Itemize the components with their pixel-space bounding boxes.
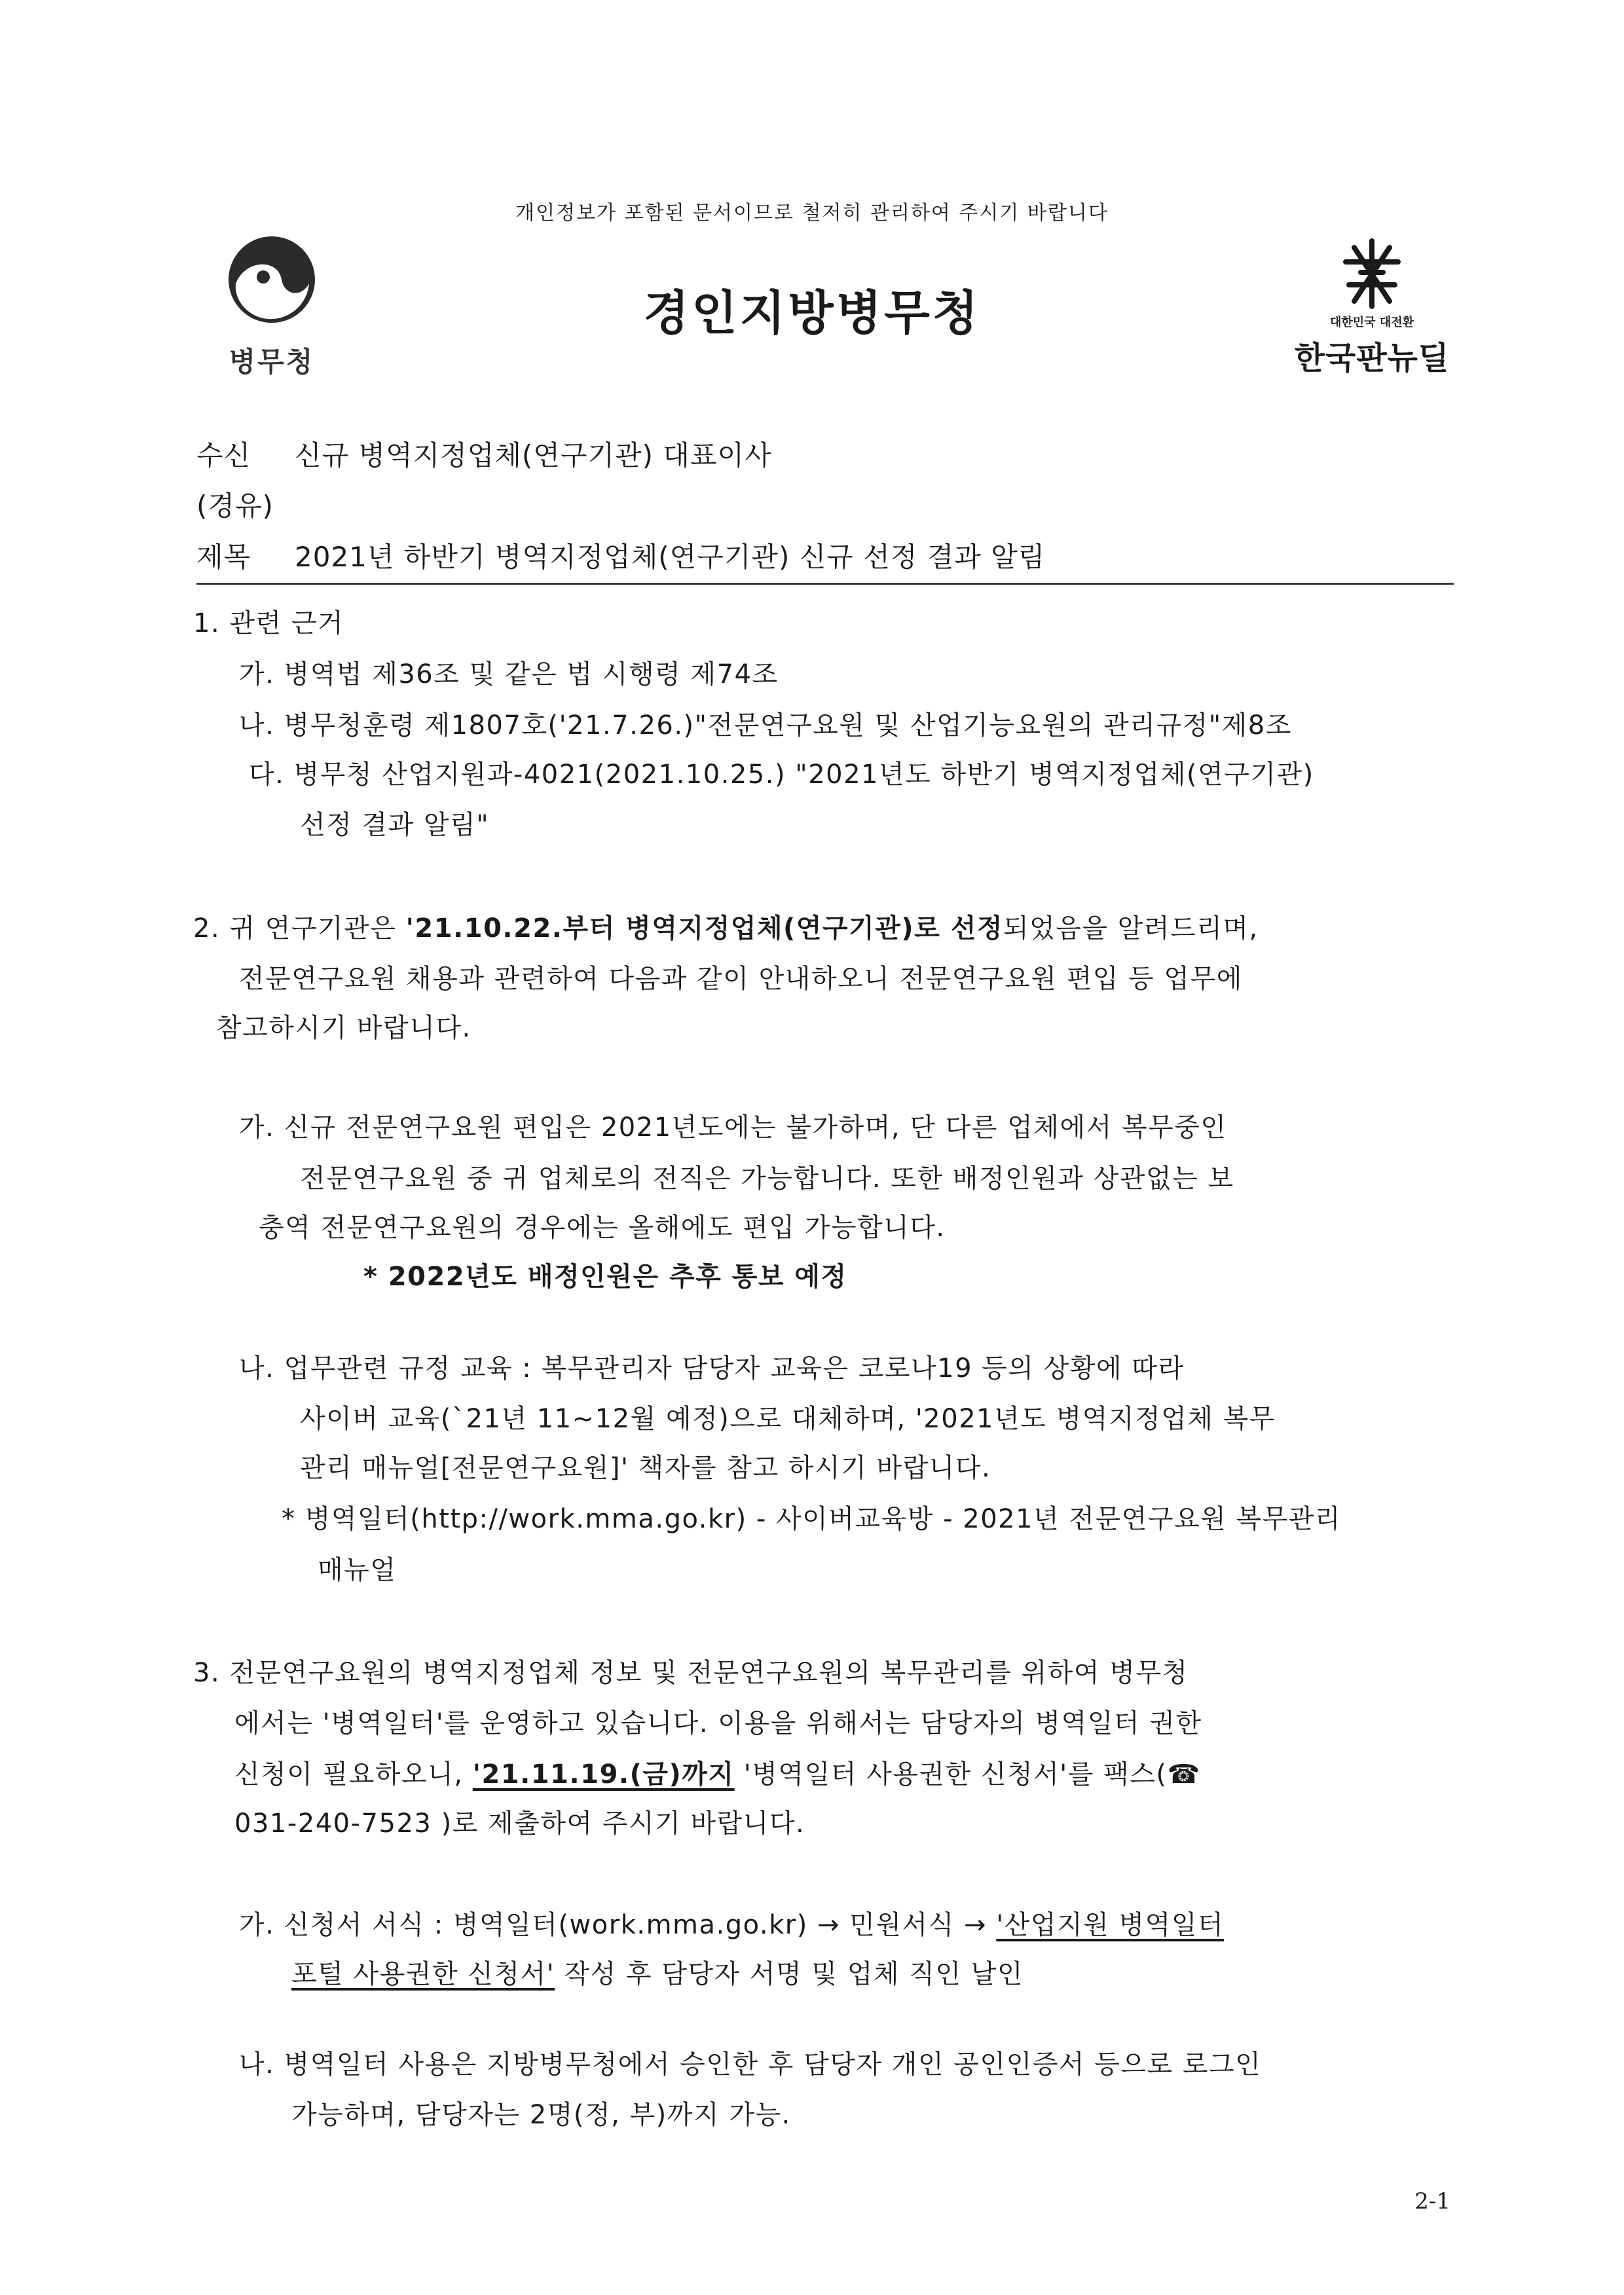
mma-logo [216, 232, 327, 383]
sec3-item-a-end: 작성 후 담당자 서명 및 업체 직인 날인 [555, 1959, 1024, 1989]
sec3-line3-end: '병역일터 사용권한 신청서'를 팩스(☎ [734, 1759, 1201, 1790]
subject-line [196, 536, 1045, 575]
page-number: 2-1 [1414, 2188, 1450, 2214]
sec2-line2: 전문연구요원 채용과 관련하여 다음과 같이 안내하오니 전문연구요원 편입 등 업무에 [239, 964, 1243, 994]
sec2-line1-start: 2. 귀 연구기관은 [193, 913, 406, 944]
via-line: (경유) [196, 490, 274, 522]
new-deal-name: 한국판뉴딜 [1294, 340, 1450, 376]
sec2-item-a-note: * 2022년도 배정인원은 추후 통보 예정 [363, 1262, 847, 1292]
mma-emblem-icon [216, 232, 327, 331]
sec1-item-b: 나. 병무청훈령 제1807호('21.7.26.)"전문연구요원 및 산업기능요원의 관리규정"제8조 [239, 710, 1292, 741]
header-divider [196, 583, 1454, 585]
new-deal-slogan: 대한민국 대전환 [1330, 316, 1414, 329]
sec2-item-b-note-line1: * 병역일터(http://work.mma.go.kr) - 사이버교육방 - 2021년 전문연구요원 복무관리 [282, 1504, 1342, 1534]
privacy-notice: 개인정보가 포함된 문서이므로 철저히 관리하여 주시기 바랍니다 [515, 202, 1109, 225]
korean-new-deal-icon [1283, 236, 1460, 311]
recipient-line [196, 434, 772, 473]
sec3-item-a-line2 [291, 1961, 1024, 1987]
sec1-item-c-line1: 다. 병무청 산업지원과-4021(2021.10.25.) "2021년도 하반기 병역지정업체(연구기관) [249, 760, 1314, 790]
sec2-line1-end: 되었음을 알려드리며, [1003, 913, 1259, 944]
sec3-deadline: '21.11.19.(금)까지 [472, 1759, 735, 1790]
subject-value: 2021년 하반기 병역지정업체(연구기관) 신규 선정 결과 알림 [295, 541, 1046, 573]
sec2-item-a-line1: 가. 신규 전문연구요원 편입은 2021년도에는 불가하며, 단 다른 업체에서 복무중인 [239, 1112, 1227, 1143]
sec1-item-a: 가. 병역법 제36조 및 같은 법 시행령 제74조 [239, 659, 779, 689]
sec2-line1 [193, 915, 1259, 942]
mma-logo-text: 병무청 [229, 346, 315, 378]
sec3-line3 [234, 1761, 1201, 1788]
sec3-form-name-part1: '산업지원 병역일터 [996, 1910, 1225, 1940]
sec3-form-name-part2: 포털 사용권한 신청서' [291, 1959, 555, 1989]
sec3-line4: 031-240-7523 )로 제출하여 주시기 바랍니다. [234, 1808, 805, 1839]
recipient-value: 신규 병역지정업체(연구기관) 대표이사 [295, 439, 772, 471]
sec3-line1: 3. 전문연구요원의 병역지정업체 정보 및 전문연구요원의 복무관리를 위하여 병무청 [193, 1658, 1189, 1688]
sec1-heading: 1. 관련 근거 [193, 608, 344, 638]
sec3-item-a-line1 [239, 1912, 1224, 1938]
sec2-item-b-line3: 관리 매뉴얼[전문연구요원]' 책자를 참고 하시기 바랍니다. [300, 1453, 991, 1483]
sec2-item-b-line1: 나. 업무관련 규정 교육 : 복무관리자 담당자 교육은 코로나19 등의 상황에 따라 [239, 1353, 1185, 1384]
recipient-label: 수신 [196, 439, 251, 471]
sec2-line3: 참고하시기 바랍니다. [216, 1013, 471, 1043]
sec1-item-c-line2: 선정 결과 알림" [300, 810, 490, 840]
sec2-item-a-line3: 충역 전문연구요원의 경우에는 올해에도 편입 가능합니다. [259, 1213, 946, 1243]
sec3-item-b-line2: 가능하며, 담당자는 2명(정, 부)까지 가능. [291, 2100, 791, 2130]
issuer-title: 경인지방병무청 [643, 285, 981, 340]
sec2-designation-date: '21.10.22.부터 병역지정업체(연구기관)로 선정 [405, 913, 1003, 944]
sec2-item-b-line2: 사이버 교육(`21년 11~12월 예정)으로 대체하며, '2021년도 병역지정업체 복무 [300, 1404, 1276, 1434]
sec3-item-b-line1: 나. 병역일터 사용은 지방병무청에서 승인한 후 담당자 개인 공인인증서 등으로 로그인 [239, 2049, 1262, 2080]
sec3-line2: 에서는 '병역일터'를 운영하고 있습니다. 이용을 위해서는 담당자의 병역일터 권한 [234, 1708, 1202, 1738]
new-deal-logo [1283, 236, 1460, 386]
sec2-item-a-line2: 전문연구요원 중 귀 업체로의 전직은 가능합니다. 또한 배정인원과 상관없는 보 [300, 1164, 1234, 1194]
subject-label: 제목 [196, 541, 251, 573]
sec3-item-a-start: 가. 신청서 서식 : 병역일터(work.mma.go.kr) → 민원서식 → [239, 1910, 997, 1940]
sec2-item-b-note-line2: 매뉴얼 [318, 1555, 397, 1585]
sec3-line3-start: 신청이 필요하오니, [234, 1759, 473, 1790]
